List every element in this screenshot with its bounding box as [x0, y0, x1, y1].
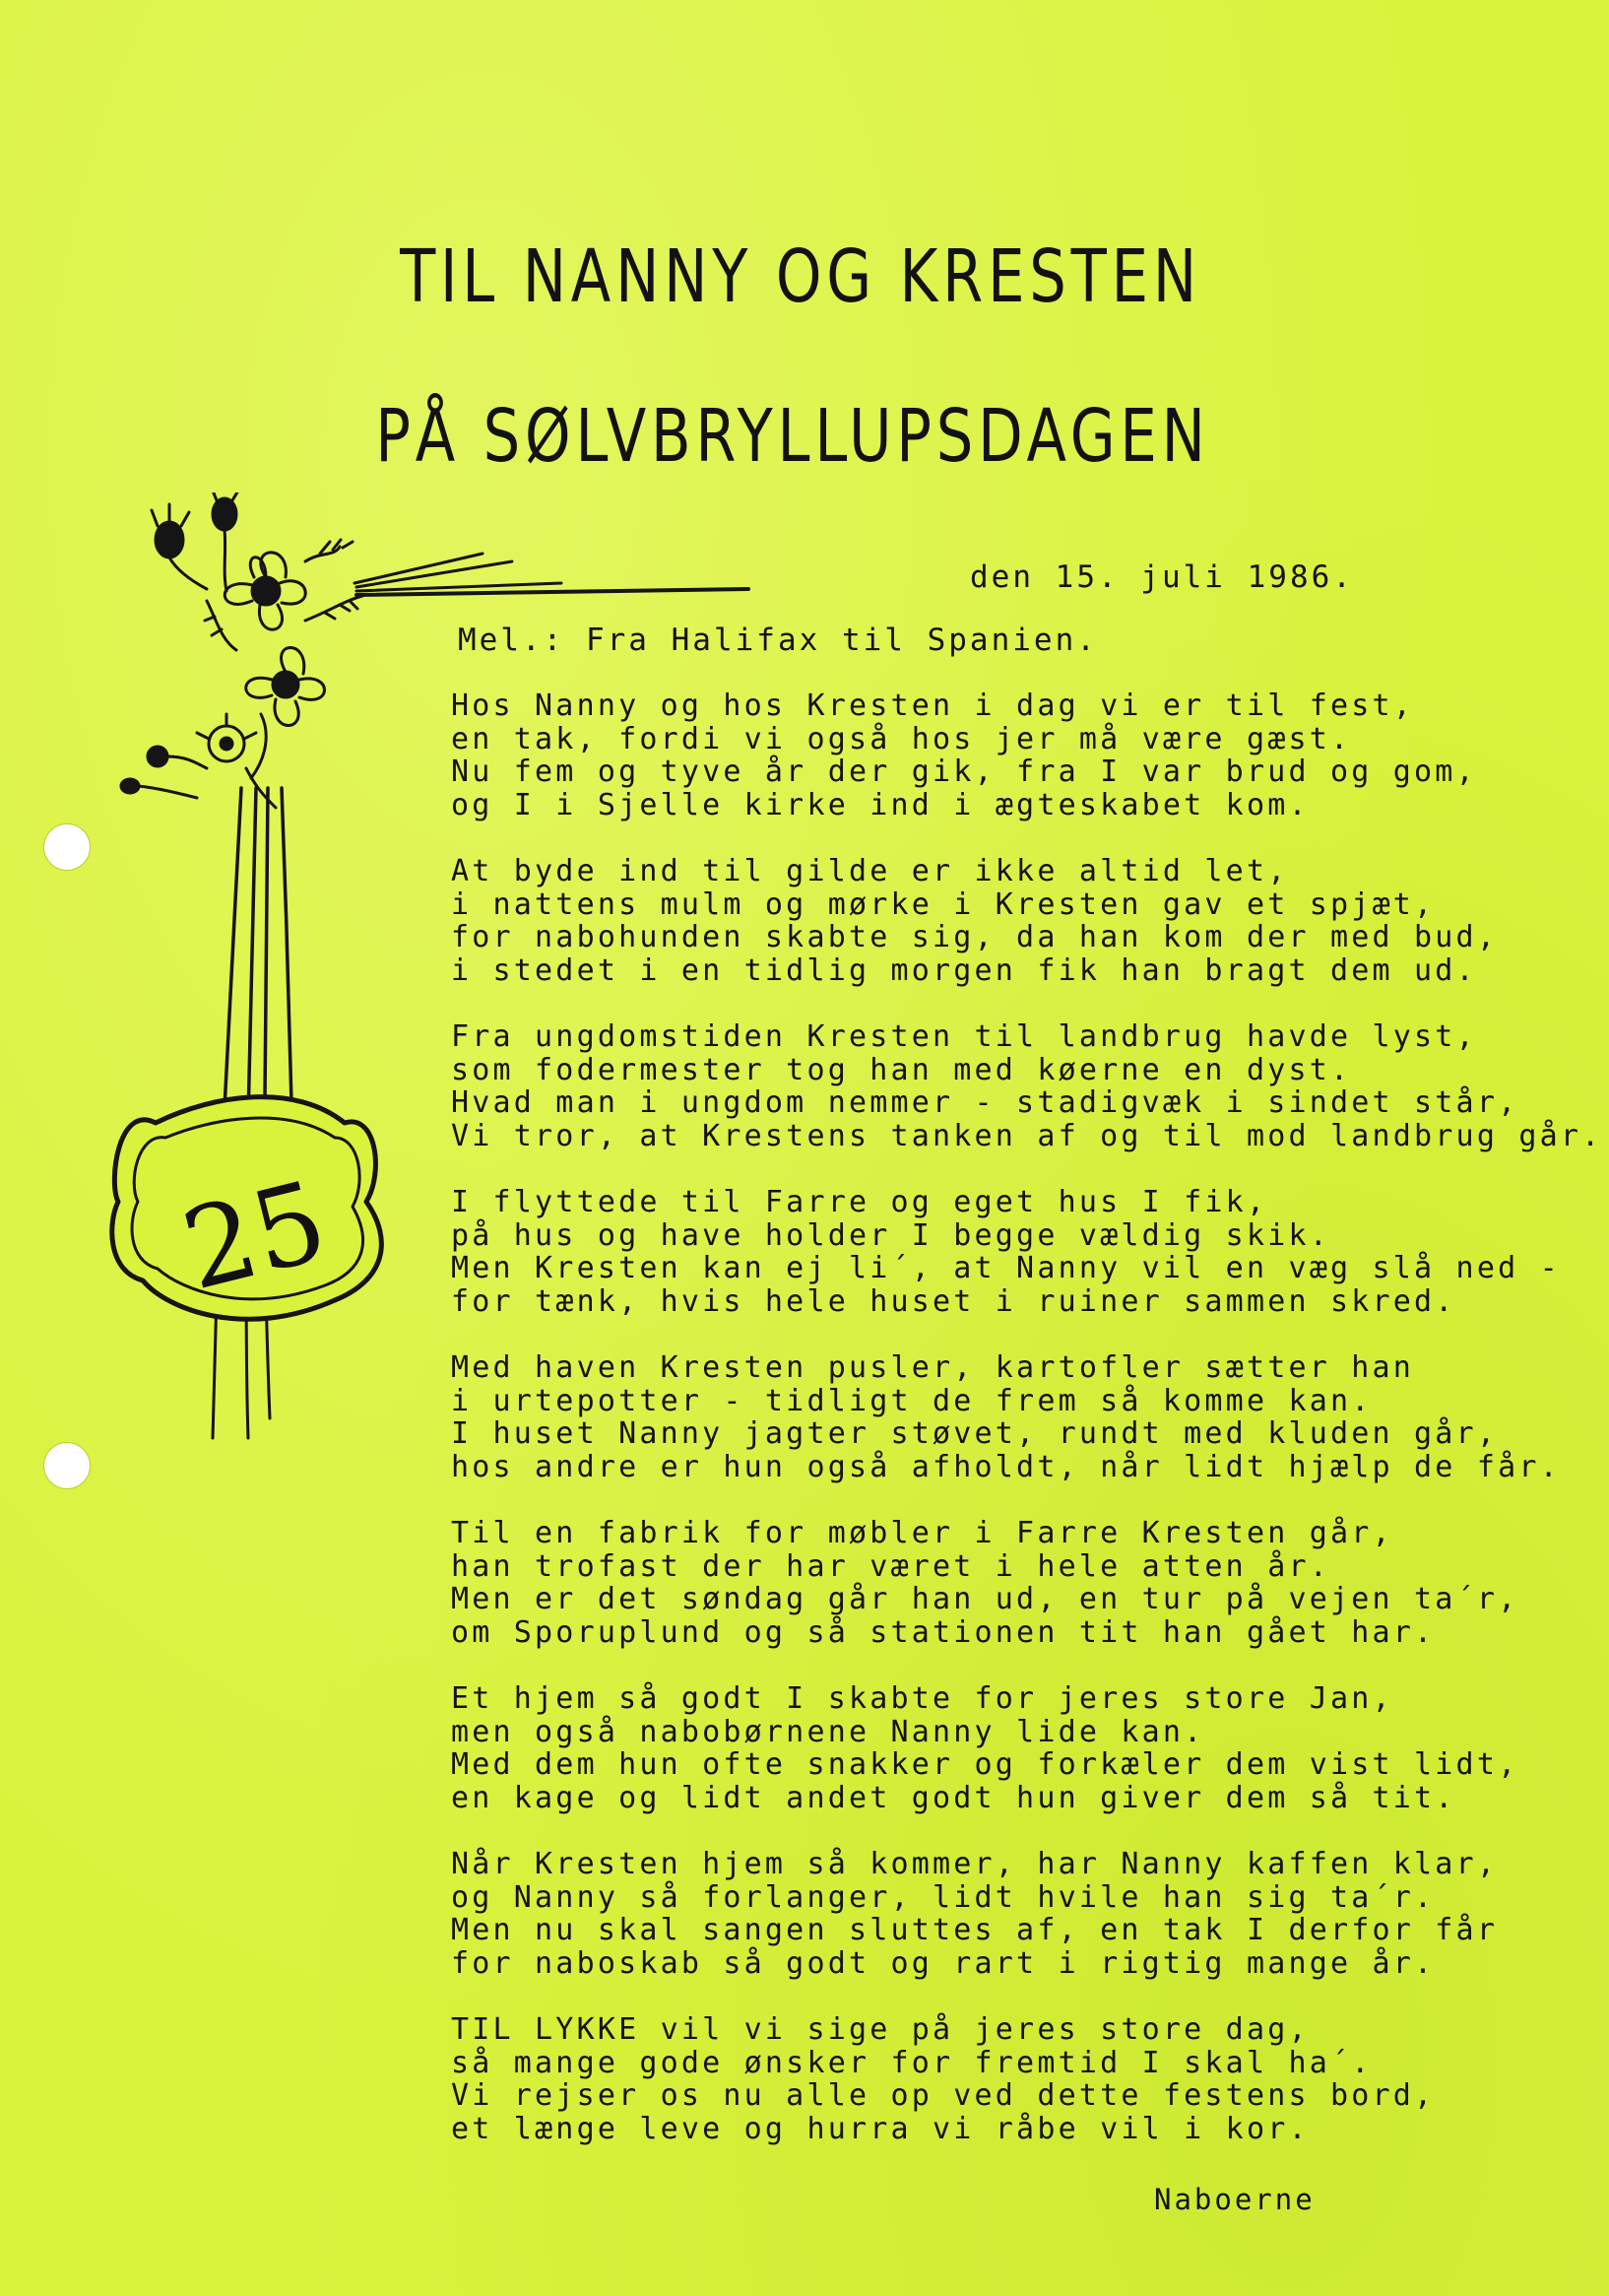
verse-line: en tak, fordi vi også hos jer må være gæst.	[451, 721, 1352, 756]
verse-line: Men Kresten kan ej li´, at Nanny vil en væg slå ned -	[451, 1251, 1561, 1285]
verse-line: Vi rejser os nu alle op ved dette festens bord,	[451, 2078, 1436, 2113]
title-line-2: PÅ SØLVBRYLLUPSDAGEN	[375, 394, 1210, 479]
verse-line: Nu fem og tyve år der gik, fra I var brud og gom,	[451, 754, 1477, 789]
stanza	[451, 855, 1574, 987]
verse-line: Til en fabrik for møbler i Farre Kresten går,	[451, 1516, 1393, 1550]
verse-line: Med dem hun ofte snakker og forkæler dem vist lidt,	[451, 1747, 1519, 1782]
stanza	[451, 1019, 1603, 1153]
title-line-1: TIL NANNY OG KRESTEN	[400, 234, 1201, 319]
verse-line: i urtepotter - tidligt de frem så komme kan.	[451, 1383, 1373, 1418]
stanza	[451, 1848, 1574, 1980]
poem	[451, 689, 1603, 2179]
date-line: den 15. juli 1986.	[970, 559, 1354, 595]
wild-rose-flower-icon-2	[246, 648, 325, 726]
verse-line: I flyttede til Farre og eget hus I fik,	[451, 1185, 1268, 1219]
verse-line: en kage og lidt andet godt hun giver dem så tit.	[451, 1780, 1456, 1815]
verse-line: Men nu skal sangen sluttes af, en tak I derfor får	[451, 1913, 1499, 1947]
verse-line: i stedet i en tidlig morgen fik han bragt dem ud.	[451, 952, 1477, 988]
verse-line: Men er det søndag går han ud, en tur på vejen ta´r,	[451, 1582, 1519, 1616]
verse-line: I huset Nanny jagter støvet, rundt med kluden går,	[451, 1416, 1499, 1451]
verse-line: Fra ungdomstiden Kresten til landbrug havde lyst,	[451, 1019, 1477, 1054]
verse-line: men også nabobørnene Nanny lide kan.	[451, 1714, 1205, 1749]
verse-line: Hos Nanny og hos Kresten i dag vi er til fest,	[451, 689, 1415, 723]
stanza	[451, 689, 1574, 821]
verse-line: TIL LYKKE vil vi sige på jeres store dag,	[451, 2012, 1310, 2047]
verse-line: om Sporuplund og så stationen tit han gået har.	[451, 1614, 1436, 1650]
verse-line: Med haven Kresten pusler, kartofler sætter han	[451, 1350, 1415, 1385]
verse-line: han trofast der har været i hele atten år.	[451, 1548, 1330, 1584]
punch-hole-top	[43, 823, 91, 871]
verse-line: i nattens mulm og mørke i Kresten gav et spjæt,	[451, 886, 1436, 922]
verse-line: for tænk, hvis hele huset i ruiner sammen skred.	[451, 1283, 1456, 1319]
verse-line: Et hjem så godt I skabte for jeres store Jan,	[451, 1681, 1393, 1716]
verse-line: hos andre er hun også afholdt, når lidt hjælp de får.	[451, 1449, 1561, 1484]
verse-line: som fodermester tog han med køerne en dyst.	[451, 1052, 1352, 1087]
verse-line: At byde ind til gilde er ikke altid let,	[451, 854, 1289, 888]
stanza	[451, 1682, 1574, 1814]
decorative-stem-lines	[354, 554, 748, 595]
verse-line: Hvad man i ungdom nemmer - stadigvæk i sindet står,	[451, 1085, 1519, 1120]
stanza	[451, 1186, 1574, 1318]
wild-rose-flower-icon-1	[225, 553, 305, 629]
verse-line: for naboskab så godt og rart i rigtig mange år.	[451, 1945, 1436, 1981]
verse-line: Når Kresten hjem så kommer, har Nanny kaffen klar,	[451, 1847, 1499, 1881]
melody-line: Mel.: Fra Halifax til Spanien.	[458, 623, 1098, 658]
verse-line: og I i Sjelle kirke ind i ægteskabet kom.	[451, 787, 1310, 822]
small-flowers-icon	[121, 714, 276, 808]
stanza	[451, 2013, 1574, 2145]
verse-line: og Nanny så forlanger, lidt hvile han sig ta´r.	[451, 1879, 1436, 1915]
verse-line: på hus og have holder I begge vældig skik.	[451, 1217, 1330, 1253]
verse-line: så mange gode ønsker for fremtid I skal ha´.	[451, 2045, 1373, 2080]
verse-line: et længe leve og hurra vi råbe vil i kor.	[451, 2111, 1310, 2146]
rosebud-icon	[152, 492, 238, 591]
stanza	[451, 1517, 1574, 1649]
badge-number: 25	[170, 1156, 339, 1316]
leaves-icon	[205, 540, 362, 650]
punch-hole-bottom	[43, 1442, 91, 1489]
verse-line: Vi tror, at Krestens tanken af og til mod landbrug går.	[451, 1118, 1603, 1153]
signature: Naboerne	[1154, 2183, 1316, 2216]
stanza	[451, 1351, 1574, 1483]
verse-line: for nabohunden skabte sig, da han kom der med bud,	[451, 920, 1499, 954]
